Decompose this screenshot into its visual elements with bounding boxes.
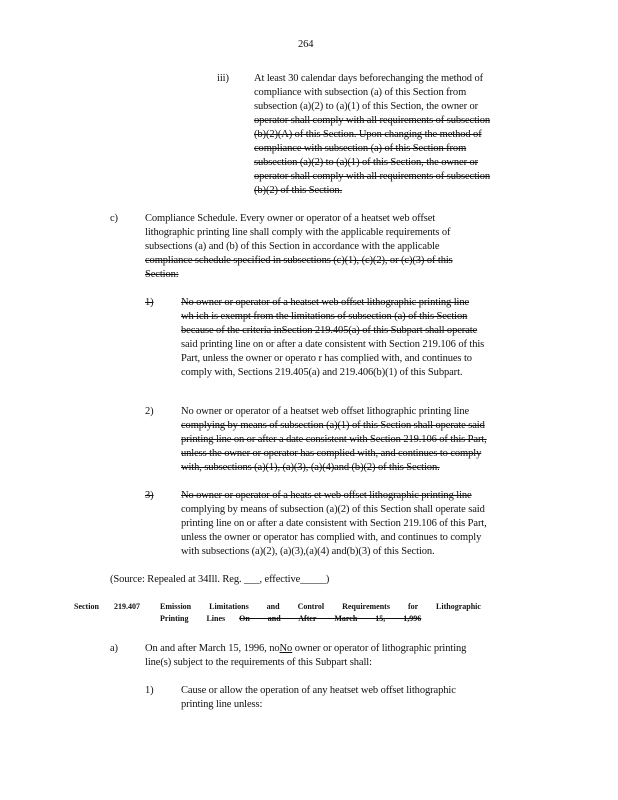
item-label-a: a)	[110, 643, 118, 654]
section-title-normal: Printing Lines	[160, 614, 226, 623]
paragraph-line: lithographic printing line shall comply with the applicable requirements of	[145, 227, 451, 238]
paragraph-line: subsection (a)(2) to (a)(1) of this Section, the owner or	[254, 101, 479, 112]
paragraph-a1-line: Cause or allow the operation of any heatset web offset lithographic	[181, 685, 456, 696]
source-note: (Source: Repealed at 34Ill. Reg. ___, effective_____)	[110, 574, 330, 585]
paragraph-line: (b)(2)(A) of this Section. Upon changing the method of	[254, 129, 482, 140]
paragraph-line: subsection (a)(2) to (a)(1) of this Section, the owner or	[254, 157, 479, 168]
paragraph-line: No owner or operator of a heatset web offset lithographic printing line	[181, 297, 470, 308]
paragraph-c1	[181, 296, 484, 380]
paragraph-line: At least 30 calendar days beforechanging the method of	[254, 73, 484, 84]
item-label-c: c)	[110, 213, 118, 224]
a-line1-after: owner or operator of lithographic printing	[292, 643, 467, 654]
paragraph-line: wh ich is exempt from the limitations of subsection (a) of this Section	[181, 311, 468, 322]
paragraph-line: comply with, Sections 219.405(a) and 219.406(b)(1) of this Subpart.	[181, 367, 463, 378]
section-number: 219.407	[114, 602, 140, 611]
paragraph-line: printing line on or after a date consistent with Section 219.106 of this Part,	[181, 434, 487, 445]
paragraph-line: (b)(2) of this Section.	[254, 185, 343, 196]
paragraph-line: said printing line on or after a date consistent with Section 219.106 of this	[181, 339, 485, 350]
paragraph-a1-line: printing line unless:	[181, 699, 263, 710]
section-title-line1: Emission Limitations and Control Requirements for Lithographic	[160, 602, 481, 611]
paragraph-line: No owner or operator of a heats et web offset lithographic printing line	[181, 490, 472, 501]
paragraph-line: Part, unless the owner or operato r has complied with, and continues to	[181, 353, 472, 364]
section-title-line2	[160, 613, 421, 624]
a-line1-before: On and after March 15, 1996, no	[145, 643, 280, 654]
paragraph-a-line1	[145, 642, 466, 656]
paragraph-line: with subsections (a)(2), (a)(3),(a)(4) and(b)(3) of this Section.	[181, 546, 435, 557]
paragraph-line: operator shall comply with all requirements of subsection	[254, 171, 491, 182]
paragraph-line: complying by means of subsection (a)(1) of this Section shall operate said	[181, 420, 485, 431]
paragraph-c3	[181, 489, 487, 559]
item-label-c2: 2)	[145, 406, 154, 417]
item-label-a1: 1)	[145, 685, 154, 696]
paragraph-line: printing line on or after a date consistent with Section 219.106 of this Part,	[181, 518, 487, 529]
paragraph-line: Compliance Schedule. Every owner or operator of a heatset web offset	[145, 213, 436, 224]
paragraph-line: with, subsections (a)(1), (a)(3), (a)(4)and (b)(2) of this Section.	[181, 462, 440, 473]
section-label: Section	[74, 602, 99, 611]
item-label-c3: 3)	[145, 490, 154, 501]
paragraph-a1	[181, 684, 456, 712]
paragraph-c2	[181, 405, 487, 475]
paragraph-a-line2: line(s) subject to the requirements of this Subpart shall:	[145, 657, 372, 668]
paragraph-line: compliance with subsection (a) of this Section from	[254, 87, 467, 98]
paragraph-line: operator shall comply with all requirements of subsection	[254, 115, 491, 126]
paragraph-line: unless the owner or operator has complied with, and continues to comply	[181, 448, 482, 459]
page-number: 264	[298, 39, 314, 50]
paragraph-line: No owner or operator of a heatset web offset lithographic printing line	[181, 406, 470, 417]
paragraph-line: complying by means of subsection (a)(2) of this Section shall operate said	[181, 504, 485, 515]
section-title-struck: On and After March 15, 1,996	[239, 614, 422, 623]
paragraph-c	[145, 212, 453, 282]
a-line1-inserted: No	[279, 643, 293, 654]
paragraph-line: because of the criteria inSection 219.405(a) of this Subpart shall operate	[181, 325, 478, 336]
paragraph-a	[145, 642, 466, 670]
paragraph-line: unless the owner or operator has complied with, and continues to comply	[181, 532, 482, 543]
paragraph-iii	[254, 72, 490, 198]
paragraph-line: compliance schedule specified in subsections (c)(1), (c)(2), or (c)(3) of this	[145, 255, 453, 266]
paragraph-line: Section:	[145, 269, 179, 280]
item-label-c1: 1)	[145, 297, 154, 308]
paragraph-line: compliance with subsection (a) of this Section from	[254, 143, 467, 154]
paragraph-line: subsections (a) and (b) of this Section in accordance with the applicable	[145, 241, 440, 252]
item-label-iii: iii)	[217, 73, 229, 84]
